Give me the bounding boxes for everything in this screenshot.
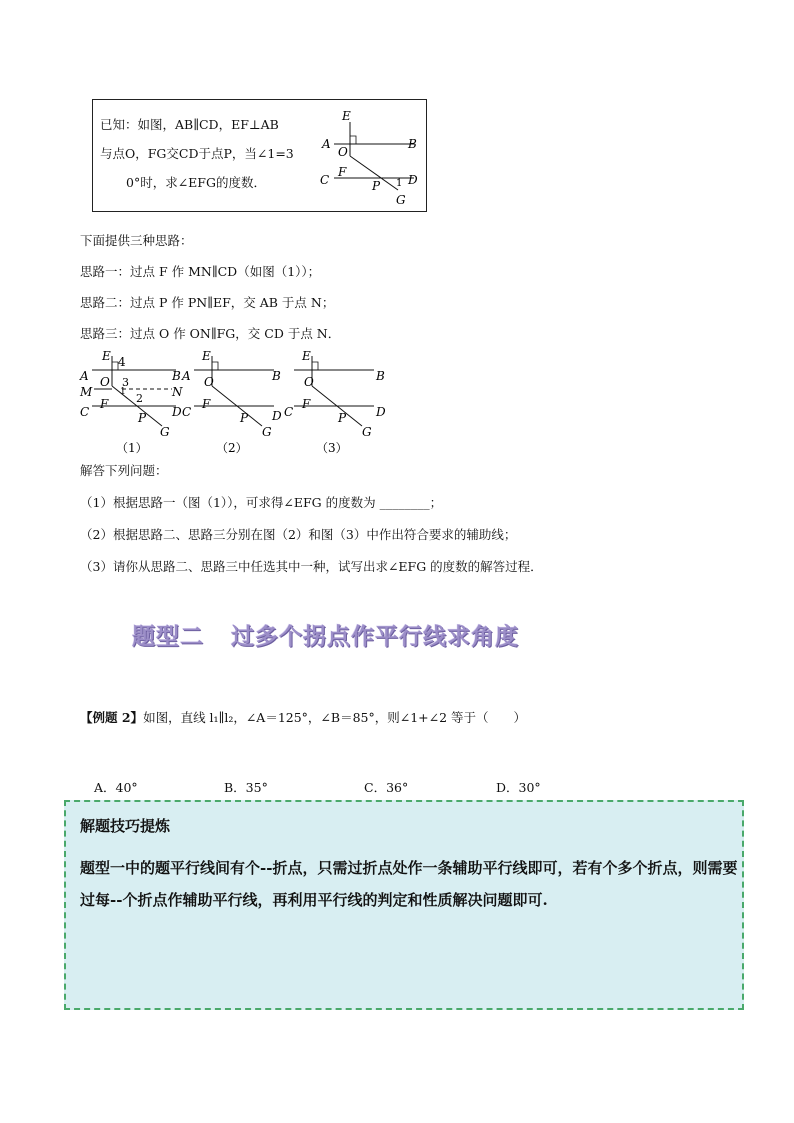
question-3: （3）请你从思路二、思路三中任选其中一种，试写出求∠EFG 的度数的解答过程． [80, 559, 543, 574]
f1-label-P: P [138, 411, 147, 425]
f1-label-3: 3 [122, 376, 129, 389]
label-P: P [372, 179, 381, 193]
f2-label-O: O [204, 375, 214, 389]
figure-1 [79, 349, 183, 439]
label-F: F [338, 165, 347, 179]
option-d: D．30° [496, 780, 541, 795]
label-O: O [338, 145, 348, 159]
f3-label-B: B [376, 369, 385, 383]
f3-label-E: E [302, 349, 311, 363]
caption-3: （3） [316, 441, 348, 455]
f3-label-D: D [376, 405, 386, 419]
f1-label-F: F [100, 397, 109, 411]
problem-statement [100, 110, 322, 197]
f1-label-N: N [172, 385, 183, 399]
f3-label-P: P [338, 411, 347, 425]
tips-body: 题型一中的题平行线间有个--折点，只需过折点处作一条辅助平行线即可，若有个多个折点，则需要过每--个折点作辅助平行线，再利用平行线的判定和性质解决问题即可. [80, 859, 738, 909]
section-heading: 题型二 过多个拐点作平行线求角度 [132, 624, 520, 650]
f1-label-A: A [80, 369, 89, 383]
label-G: G [396, 193, 406, 207]
f3-label-C: C [284, 405, 294, 419]
example-2-text: 如图，直线 l₁∥l₂，∠A＝125°，∠B＝85°，则∠1+∠2 等于（ ） [143, 710, 527, 725]
f1-label-O: O [100, 375, 110, 389]
given-line-1: 已知：如图，AB∥CD，EF⊥AB [100, 117, 279, 132]
label-E: E [342, 109, 351, 123]
f2-label-D: D [272, 409, 282, 423]
question-2: （2）根据思路二、思路三分别在图（2）和图（3）中作出符合要求的辅助线； [80, 527, 517, 542]
f1-label-C: C [80, 405, 90, 419]
idea-1: 思路一：过点 F 作 MN∥CD（如图（1））； [80, 264, 321, 279]
label-angle-1: 1 [396, 178, 403, 189]
question-1: （1）根据思路一（图（1）），可求得∠EFG 的度数为 ________； [80, 495, 443, 510]
f1-label-B: B [172, 369, 181, 383]
f2-label-E: E [202, 349, 211, 363]
f1-label-G: G [160, 425, 170, 439]
f1-label-E: E [102, 349, 111, 363]
f1-label-D: D [172, 405, 182, 419]
caption-1: （1） [116, 441, 148, 455]
label-A: A [322, 137, 331, 151]
f1-label-M: M [80, 385, 93, 399]
f2-label-B: B [272, 369, 281, 383]
f3-label-G: G [362, 425, 372, 439]
figure-3 [284, 349, 386, 439]
f2-label-G: G [262, 425, 272, 439]
tips-title: 解题技巧提炼 [80, 817, 171, 835]
figure-2 [181, 349, 282, 439]
option-b: B．35° [224, 780, 268, 795]
option-c: C．36° [364, 780, 409, 795]
f1-label-1: 1 [120, 387, 126, 397]
label-D: D [408, 173, 418, 187]
three-figures [76, 348, 396, 458]
f2-label-F: F [202, 397, 211, 411]
f2-label-C: C [182, 405, 192, 419]
label-B: B [408, 137, 417, 151]
f2-label-P: P [240, 411, 249, 425]
intro-text: 下面提供三种思路： [80, 233, 193, 248]
f3-label-F: F [302, 397, 311, 411]
f1-label-2: 2 [136, 392, 143, 405]
problem-figure [318, 104, 422, 208]
f1-label-4: 4 [118, 355, 126, 369]
example-2-label: 【例题 2】 [80, 710, 144, 725]
given-line-2: 与点O，FG交CD于点P，当∠1=3 [100, 146, 294, 161]
example-2 [80, 709, 526, 727]
idea-2: 思路二：过点 P 作 PN∥EF，交 AB 于点 N； [80, 295, 335, 310]
answer-prompt: 解答下列问题： [80, 463, 168, 478]
idea-3: 思路三：过点 O 作 ON∥FG，交 CD 于点 N． [80, 326, 341, 341]
option-a: A．40° [94, 780, 138, 795]
label-C: C [320, 173, 330, 187]
caption-2: （2） [216, 441, 248, 455]
given-line-3: 0°时，求∠EFG的度数． [126, 175, 266, 190]
f2-label-A: A [182, 369, 191, 383]
f3-label-O: O [304, 375, 314, 389]
